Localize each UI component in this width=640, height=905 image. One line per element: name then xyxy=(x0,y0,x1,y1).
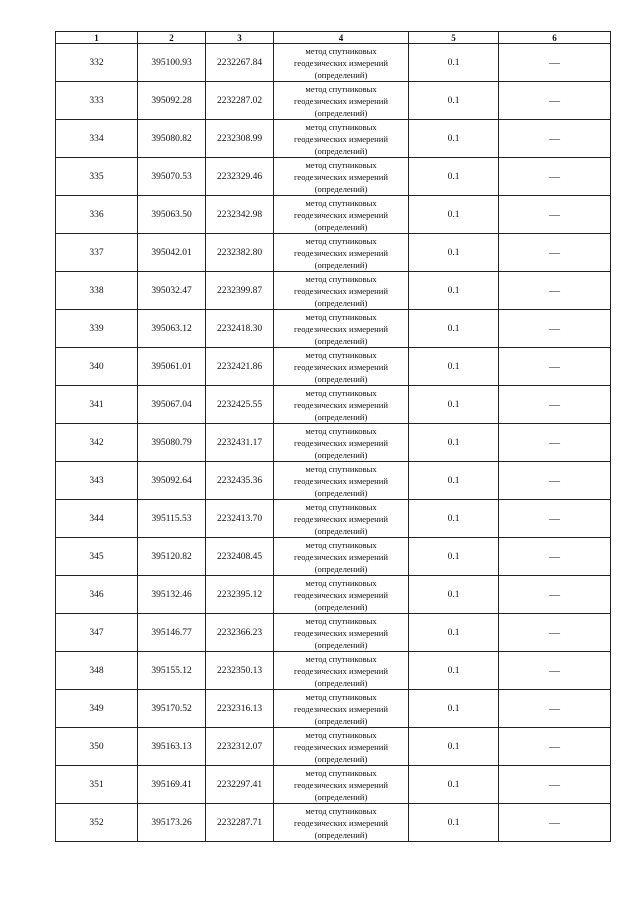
table-row xyxy=(56,424,611,462)
note-cell: — xyxy=(499,310,611,348)
method-cell xyxy=(274,690,409,728)
method-line: метод спутниковых xyxy=(305,653,377,664)
x-coordinate-cell: 395032.47 xyxy=(138,272,206,310)
note-cell: — xyxy=(499,386,611,424)
note-cell: — xyxy=(499,234,611,272)
method-cell xyxy=(274,120,409,158)
accuracy-cell: 0.1 xyxy=(409,44,499,82)
method-cell xyxy=(274,272,409,310)
method-cell xyxy=(274,500,409,538)
method-line: геодезических измерений xyxy=(294,703,388,714)
note-cell: — xyxy=(499,538,611,576)
method-line: метод спутниковых xyxy=(305,387,377,398)
y-coordinate-cell: 2232316.13 xyxy=(206,690,274,728)
table-row xyxy=(56,120,611,158)
method-line: геодезических измерений xyxy=(294,285,388,296)
method-line: геодезических измерений xyxy=(294,171,388,182)
method-line: метод спутниковых xyxy=(305,729,377,740)
point-number-cell: 333 xyxy=(56,82,138,120)
x-coordinate-cell: 395100.93 xyxy=(138,44,206,82)
point-number-cell: 341 xyxy=(56,386,138,424)
method-cell xyxy=(274,310,409,348)
method-line: метод спутниковых xyxy=(305,273,377,284)
header-cell-2: 2 xyxy=(138,32,206,44)
note-cell: — xyxy=(499,462,611,500)
method-line: (определений) xyxy=(314,221,368,232)
method-line: (определений) xyxy=(314,525,368,536)
note-cell: — xyxy=(499,120,611,158)
point-number-cell: 349 xyxy=(56,690,138,728)
x-coordinate-cell: 395169.41 xyxy=(138,766,206,804)
method-line: геодезических измерений xyxy=(294,399,388,410)
y-coordinate-cell: 2232399.87 xyxy=(206,272,274,310)
y-coordinate-cell: 2232297.41 xyxy=(206,766,274,804)
header-cell-3: 3 xyxy=(206,32,274,44)
accuracy-cell: 0.1 xyxy=(409,386,499,424)
table-row xyxy=(56,538,611,576)
method-line: геодезических измерений xyxy=(294,779,388,790)
point-number-cell: 343 xyxy=(56,462,138,500)
x-coordinate-cell: 395163.13 xyxy=(138,728,206,766)
note-cell: — xyxy=(499,614,611,652)
method-line: (определений) xyxy=(314,335,368,346)
method-line: (определений) xyxy=(314,829,368,840)
method-line: (определений) xyxy=(314,753,368,764)
accuracy-cell: 0.1 xyxy=(409,424,499,462)
method-line: (определений) xyxy=(314,791,368,802)
method-line: метод спутниковых xyxy=(305,691,377,702)
table-row xyxy=(56,652,611,690)
y-coordinate-cell: 2232395.12 xyxy=(206,576,274,614)
note-cell: — xyxy=(499,348,611,386)
method-cell xyxy=(274,44,409,82)
note-cell: — xyxy=(499,158,611,196)
y-coordinate-cell: 2232413.70 xyxy=(206,500,274,538)
method-line: метод спутниковых xyxy=(305,577,377,588)
x-coordinate-cell: 395146.77 xyxy=(138,614,206,652)
accuracy-cell: 0.1 xyxy=(409,576,499,614)
y-coordinate-cell: 2232342.98 xyxy=(206,196,274,234)
table-row xyxy=(56,804,611,842)
y-coordinate-cell: 2232382.80 xyxy=(206,234,274,272)
method-line: (определений) xyxy=(314,107,368,118)
method-line: геодезических измерений xyxy=(294,665,388,676)
method-line: геодезических измерений xyxy=(294,209,388,220)
method-cell xyxy=(274,766,409,804)
method-line: метод спутниковых xyxy=(305,501,377,512)
accuracy-cell: 0.1 xyxy=(409,462,499,500)
note-cell: — xyxy=(499,804,611,842)
y-coordinate-cell: 2232267.84 xyxy=(206,44,274,82)
method-line: геодезических измерений xyxy=(294,475,388,486)
coordinates-table xyxy=(55,31,611,842)
accuracy-cell: 0.1 xyxy=(409,348,499,386)
note-cell: — xyxy=(499,82,611,120)
method-line: геодезических измерений xyxy=(294,741,388,752)
table-row xyxy=(56,234,611,272)
point-number-cell: 332 xyxy=(56,44,138,82)
method-cell xyxy=(274,462,409,500)
method-cell xyxy=(274,576,409,614)
point-number-cell: 345 xyxy=(56,538,138,576)
method-line: геодезических измерений xyxy=(294,247,388,258)
method-cell xyxy=(274,424,409,462)
x-coordinate-cell: 395115.53 xyxy=(138,500,206,538)
table-row xyxy=(56,728,611,766)
table-row xyxy=(56,500,611,538)
note-cell: — xyxy=(499,424,611,462)
header-cell-4: 4 xyxy=(274,32,409,44)
note-cell: — xyxy=(499,690,611,728)
note-cell: — xyxy=(499,576,611,614)
method-cell xyxy=(274,82,409,120)
method-line: (определений) xyxy=(314,259,368,270)
method-line: (определений) xyxy=(314,69,368,80)
point-number-cell: 352 xyxy=(56,804,138,842)
table-row xyxy=(56,158,611,196)
point-number-cell: 342 xyxy=(56,424,138,462)
method-line: метод спутниковых xyxy=(305,45,377,56)
table-row xyxy=(56,272,611,310)
method-line: метод спутниковых xyxy=(305,425,377,436)
method-cell xyxy=(274,728,409,766)
header-row xyxy=(56,32,611,44)
y-coordinate-cell: 2232329.46 xyxy=(206,158,274,196)
method-line: геодезических измерений xyxy=(294,361,388,372)
method-line: метод спутниковых xyxy=(305,349,377,360)
y-coordinate-cell: 2232408.45 xyxy=(206,538,274,576)
accuracy-cell: 0.1 xyxy=(409,652,499,690)
method-cell xyxy=(274,158,409,196)
point-number-cell: 350 xyxy=(56,728,138,766)
accuracy-cell: 0.1 xyxy=(409,614,499,652)
method-line: метод спутниковых xyxy=(305,539,377,550)
method-line: метод спутниковых xyxy=(305,463,377,474)
note-cell: — xyxy=(499,272,611,310)
method-line: (определений) xyxy=(314,563,368,574)
y-coordinate-cell: 2232421.86 xyxy=(206,348,274,386)
method-line: (определений) xyxy=(314,183,368,194)
y-coordinate-cell: 2232287.71 xyxy=(206,804,274,842)
x-coordinate-cell: 395080.79 xyxy=(138,424,206,462)
x-coordinate-cell: 395132.46 xyxy=(138,576,206,614)
method-line: геодезических измерений xyxy=(294,437,388,448)
method-line: (определений) xyxy=(314,677,368,688)
point-number-cell: 351 xyxy=(56,766,138,804)
method-cell xyxy=(274,234,409,272)
method-cell xyxy=(274,196,409,234)
method-cell xyxy=(274,652,409,690)
note-cell: — xyxy=(499,500,611,538)
table-row xyxy=(56,690,611,728)
accuracy-cell: 0.1 xyxy=(409,196,499,234)
accuracy-cell: 0.1 xyxy=(409,804,499,842)
method-line: (определений) xyxy=(314,411,368,422)
method-line: (определений) xyxy=(314,373,368,384)
header-cell-6: 6 xyxy=(499,32,611,44)
table-row xyxy=(56,386,611,424)
accuracy-cell: 0.1 xyxy=(409,82,499,120)
note-cell: — xyxy=(499,728,611,766)
point-number-cell: 339 xyxy=(56,310,138,348)
method-line: метод спутниковых xyxy=(305,805,377,816)
method-line: геодезических измерений xyxy=(294,627,388,638)
point-number-cell: 348 xyxy=(56,652,138,690)
method-line: метод спутниковых xyxy=(305,159,377,170)
method-line: (определений) xyxy=(314,639,368,650)
table-row xyxy=(56,766,611,804)
method-line: (определений) xyxy=(314,297,368,308)
x-coordinate-cell: 395042.01 xyxy=(138,234,206,272)
method-line: метод спутниковых xyxy=(305,615,377,626)
method-cell xyxy=(274,386,409,424)
y-coordinate-cell: 2232418.30 xyxy=(206,310,274,348)
point-number-cell: 335 xyxy=(56,158,138,196)
point-number-cell: 338 xyxy=(56,272,138,310)
method-line: (определений) xyxy=(314,449,368,460)
point-number-cell: 347 xyxy=(56,614,138,652)
accuracy-cell: 0.1 xyxy=(409,272,499,310)
y-coordinate-cell: 2232435.36 xyxy=(206,462,274,500)
x-coordinate-cell: 395120.82 xyxy=(138,538,206,576)
table-row xyxy=(56,462,611,500)
note-cell: — xyxy=(499,766,611,804)
method-line: метод спутниковых xyxy=(305,121,377,132)
table-row xyxy=(56,44,611,82)
method-line: метод спутниковых xyxy=(305,311,377,322)
method-line: (определений) xyxy=(314,487,368,498)
x-coordinate-cell: 395063.12 xyxy=(138,310,206,348)
method-line: геодезических измерений xyxy=(294,323,388,334)
y-coordinate-cell: 2232350.13 xyxy=(206,652,274,690)
method-line: геодезических измерений xyxy=(294,57,388,68)
point-number-cell: 337 xyxy=(56,234,138,272)
x-coordinate-cell: 395155.12 xyxy=(138,652,206,690)
method-cell xyxy=(274,348,409,386)
method-line: геодезических измерений xyxy=(294,513,388,524)
point-number-cell: 344 xyxy=(56,500,138,538)
accuracy-cell: 0.1 xyxy=(409,500,499,538)
x-coordinate-cell: 395080.82 xyxy=(138,120,206,158)
method-line: метод спутниковых xyxy=(305,235,377,246)
method-line: геодезических измерений xyxy=(294,817,388,828)
header-cell-5: 5 xyxy=(409,32,499,44)
accuracy-cell: 0.1 xyxy=(409,310,499,348)
note-cell: — xyxy=(499,44,611,82)
accuracy-cell: 0.1 xyxy=(409,690,499,728)
y-coordinate-cell: 2232425.55 xyxy=(206,386,274,424)
method-line: (определений) xyxy=(314,715,368,726)
x-coordinate-cell: 395067.04 xyxy=(138,386,206,424)
method-line: геодезических измерений xyxy=(294,95,388,106)
x-coordinate-cell: 395173.26 xyxy=(138,804,206,842)
point-number-cell: 334 xyxy=(56,120,138,158)
x-coordinate-cell: 395092.28 xyxy=(138,82,206,120)
point-number-cell: 346 xyxy=(56,576,138,614)
table-row xyxy=(56,614,611,652)
method-cell xyxy=(274,538,409,576)
table-row xyxy=(56,310,611,348)
accuracy-cell: 0.1 xyxy=(409,234,499,272)
accuracy-cell: 0.1 xyxy=(409,158,499,196)
method-line: (определений) xyxy=(314,601,368,612)
y-coordinate-cell: 2232312.07 xyxy=(206,728,274,766)
y-coordinate-cell: 2232366.23 xyxy=(206,614,274,652)
method-line: геодезических измерений xyxy=(294,551,388,562)
method-line: геодезических измерений xyxy=(294,133,388,144)
table-row xyxy=(56,82,611,120)
x-coordinate-cell: 395063.50 xyxy=(138,196,206,234)
y-coordinate-cell: 2232308.99 xyxy=(206,120,274,158)
table-row xyxy=(56,576,611,614)
method-line: метод спутниковых xyxy=(305,767,377,778)
accuracy-cell: 0.1 xyxy=(409,728,499,766)
table-body xyxy=(56,44,611,842)
method-line: геодезических измерений xyxy=(294,589,388,600)
accuracy-cell: 0.1 xyxy=(409,120,499,158)
y-coordinate-cell: 2232287.02 xyxy=(206,82,274,120)
method-line: метод спутниковых xyxy=(305,197,377,208)
point-number-cell: 340 xyxy=(56,348,138,386)
x-coordinate-cell: 395170.52 xyxy=(138,690,206,728)
accuracy-cell: 0.1 xyxy=(409,766,499,804)
header-cell-1: 1 xyxy=(56,32,138,44)
method-cell xyxy=(274,804,409,842)
point-number-cell: 336 xyxy=(56,196,138,234)
table-row xyxy=(56,348,611,386)
table-row xyxy=(56,196,611,234)
method-cell xyxy=(274,614,409,652)
x-coordinate-cell: 395070.53 xyxy=(138,158,206,196)
y-coordinate-cell: 2232431.17 xyxy=(206,424,274,462)
x-coordinate-cell: 395092.64 xyxy=(138,462,206,500)
method-line: метод спутниковых xyxy=(305,83,377,94)
note-cell: — xyxy=(499,196,611,234)
note-cell: — xyxy=(499,652,611,690)
x-coordinate-cell: 395061.01 xyxy=(138,348,206,386)
accuracy-cell: 0.1 xyxy=(409,538,499,576)
method-line: (определений) xyxy=(314,145,368,156)
